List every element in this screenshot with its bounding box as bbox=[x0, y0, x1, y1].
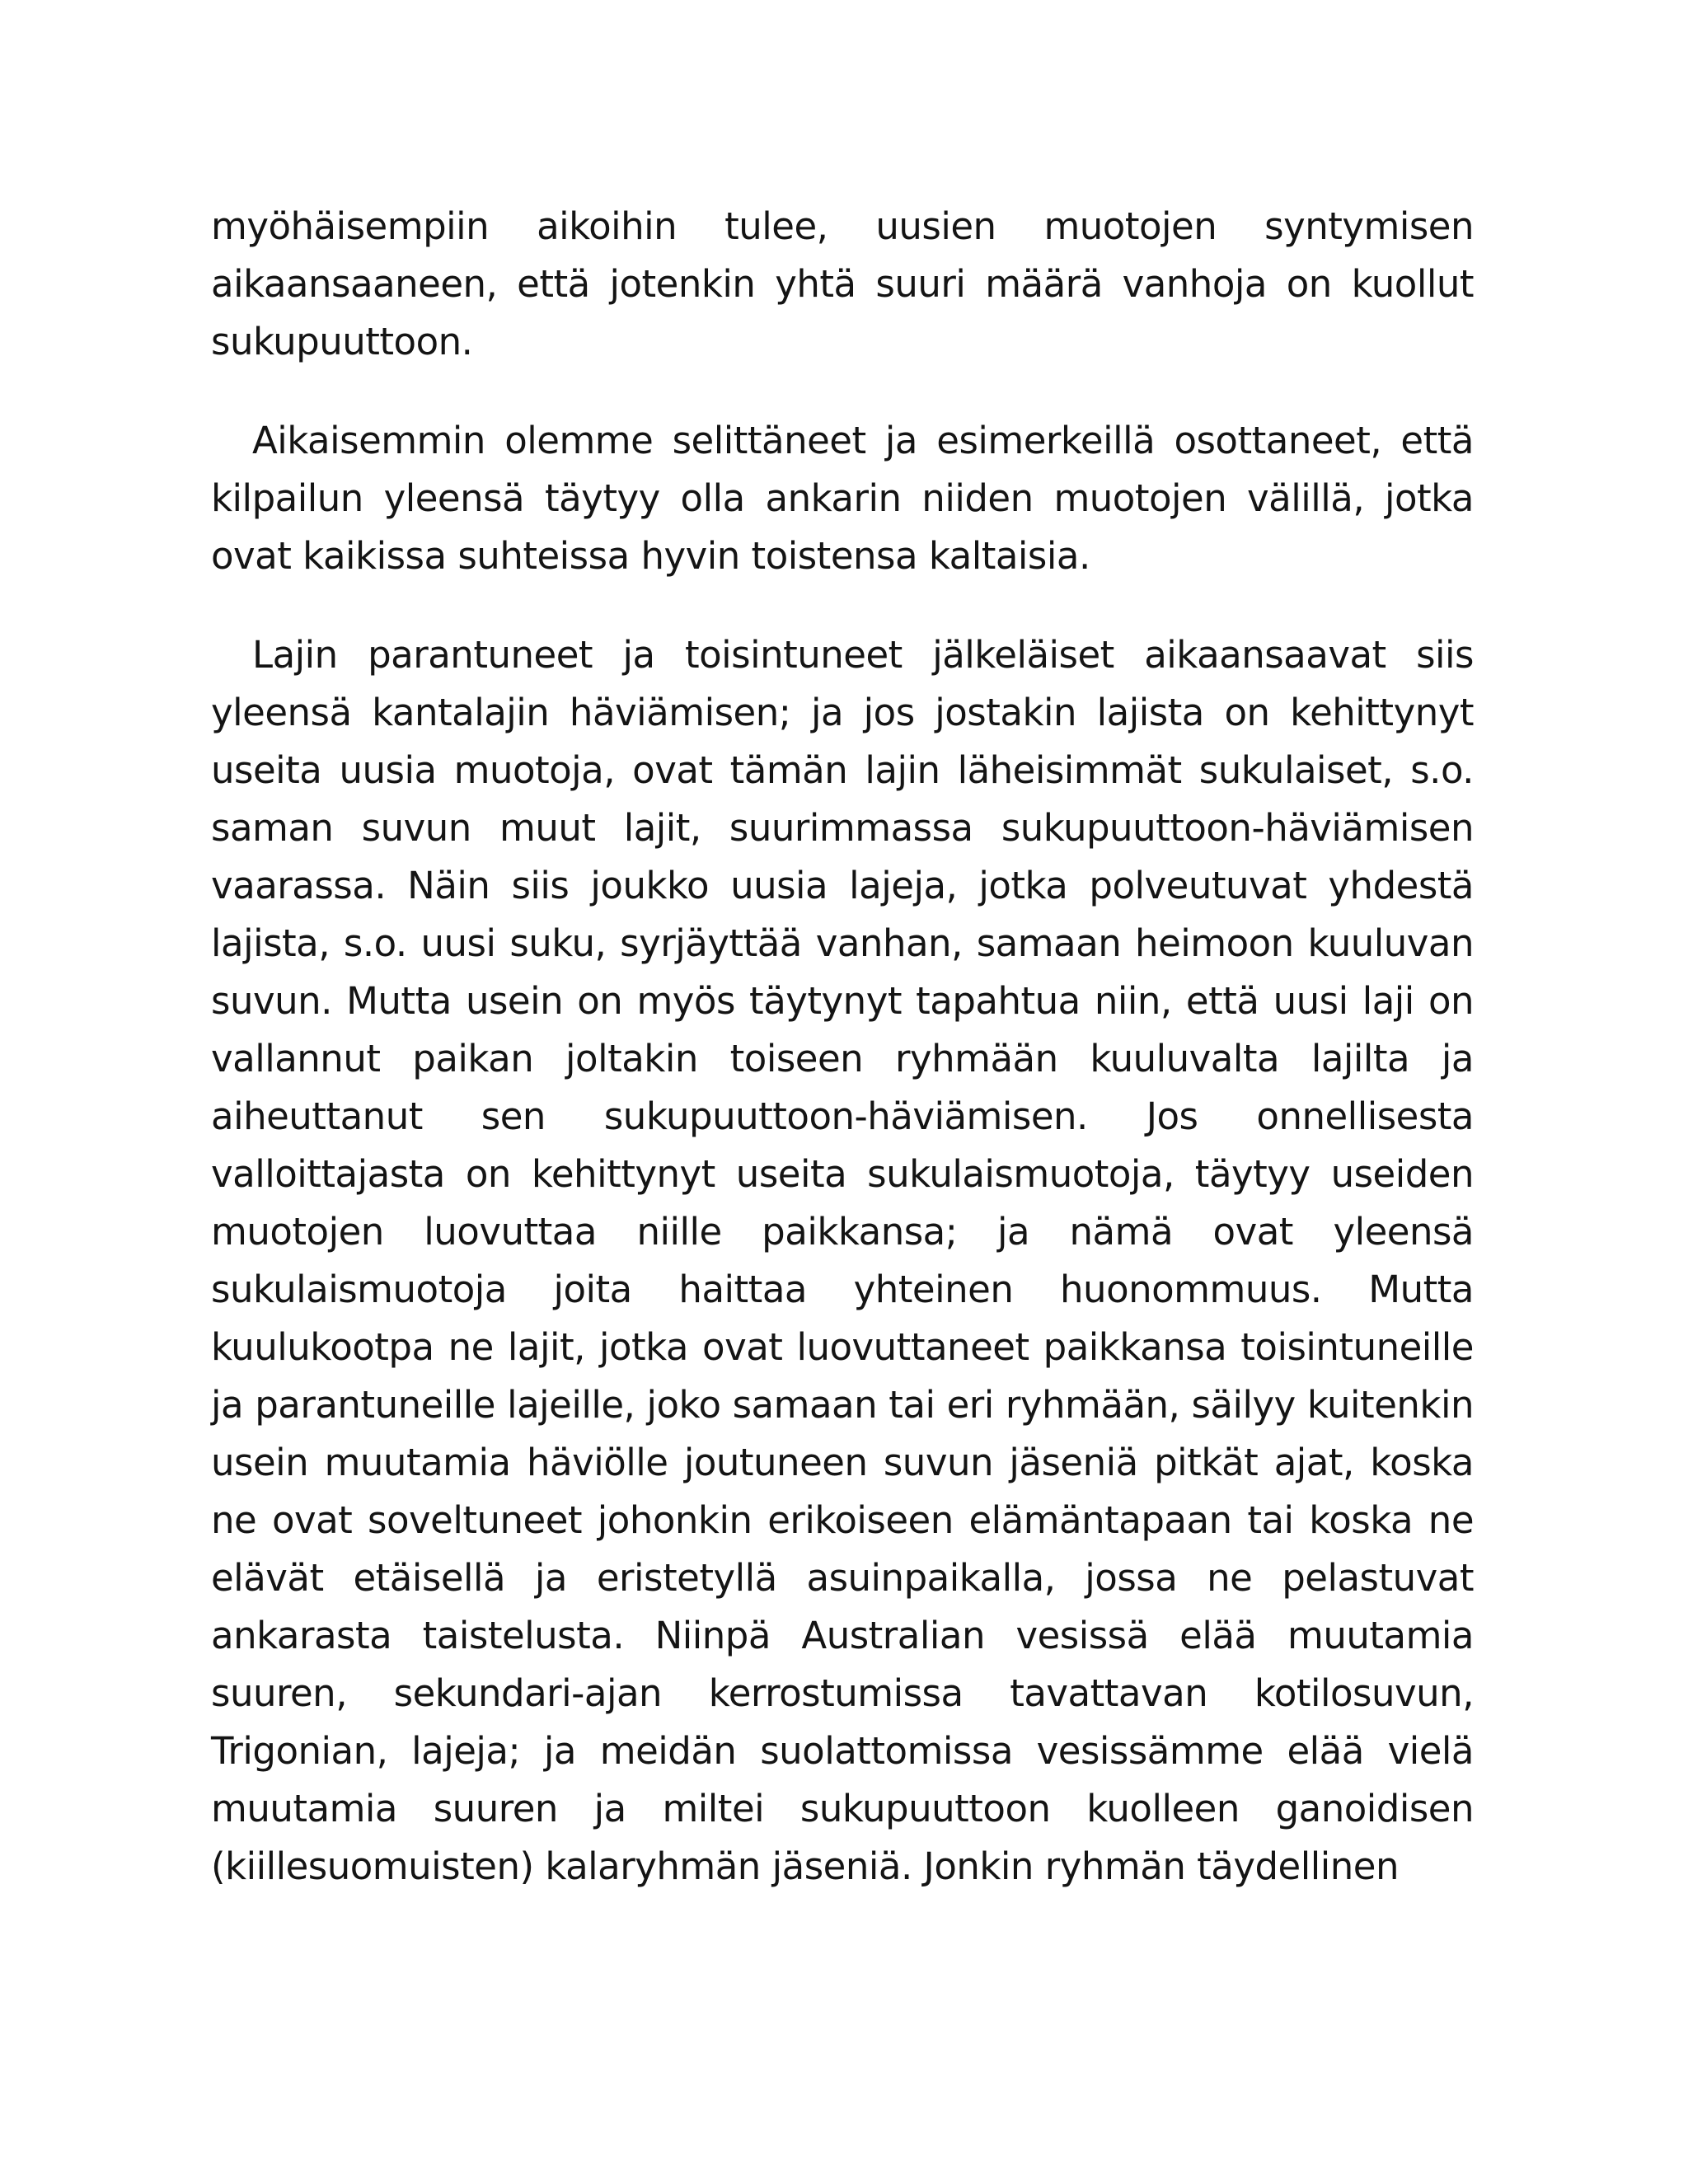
paragraph-continued: myöhäisempiin aikoihin tulee, uusien muotojen syntymisen aikaansaaneen, että jotenkin yhtä suuri määrä vanhoja on kuollut sukupuuttoon. bbox=[211, 204, 1474, 363]
body-text bbox=[211, 198, 1474, 1937]
paragraph: Lajin parantuneet ja toisintuneet jälkeläiset aikaansaavat siis yleensä kantalajin häviämisen; ja jos jostakin lajista on kehittynyt useita uusia muotoja, ovat tämän lajin läheisimmät sukulaiset, s.o. saman suvun muut lajit, suurimmassa sukupuuttoon-häviämisen vaarassa. Näin siis joukko uusia lajeja, jotka polveutuvat yhdestä lajista, s.o. uusi suku, syrjäyttää vanhan, samaan heimoon kuuluvan suvun. Mutta usein on myös täytynyt tapahtua niin, että uusi laji on vallannut paikan joltakin toiseen ryhmään kuuluvalta lajilta ja aiheuttanut sen sukupuuttoon-häviämisen. Jos onnellisesta valloittajasta on kehittynyt useita sukulaismuotoja, täytyy useiden muotojen luovuttaa niille paikkansa; ja nämä ovat yleensä sukulaismuotoja joita haittaa yhteinen huonommuus. Mutta kuulukootpa ne lajit, jotka ovat luovuttaneet paikkansa toisintuneille ja parantuneille lajeille, joko samaan tai eri ryhmään, säilyy kuitenkin usein muutamia häviölle joutuneen suvun jäseniä pitkät ajat, koska ne ovat soveltuneet johonkin erikoiseen elämäntapaan tai koska ne elävät etäisellä ja eristetyllä asuinpaikalla, jossa ne pelastuvat ankarasta taistelusta. Niinpä Australian vesissä elää muutamia suuren, sekundari-ajan kerrostumissa tavattavan kotilosuvun, Trigonian, lajeja; ja meidän suolattomissa vesissämme elää vielä muutamia suuren ja miltei sukupuuttoon kuolleen ganoidisen (kiillesuomuisten) kalaryhmän jäseniä. Jonkin ryhmän täydellinen bbox=[211, 633, 1474, 1888]
paragraph: Aikaisemmin olemme selittäneet ja esimerkeillä osottaneet, että kilpailun yleensä täytyy olla ankarin niiden muotojen välillä, jotka ovat kaikissa suhteissa hyvin toistensa kaltaisia. bbox=[211, 419, 1474, 578]
